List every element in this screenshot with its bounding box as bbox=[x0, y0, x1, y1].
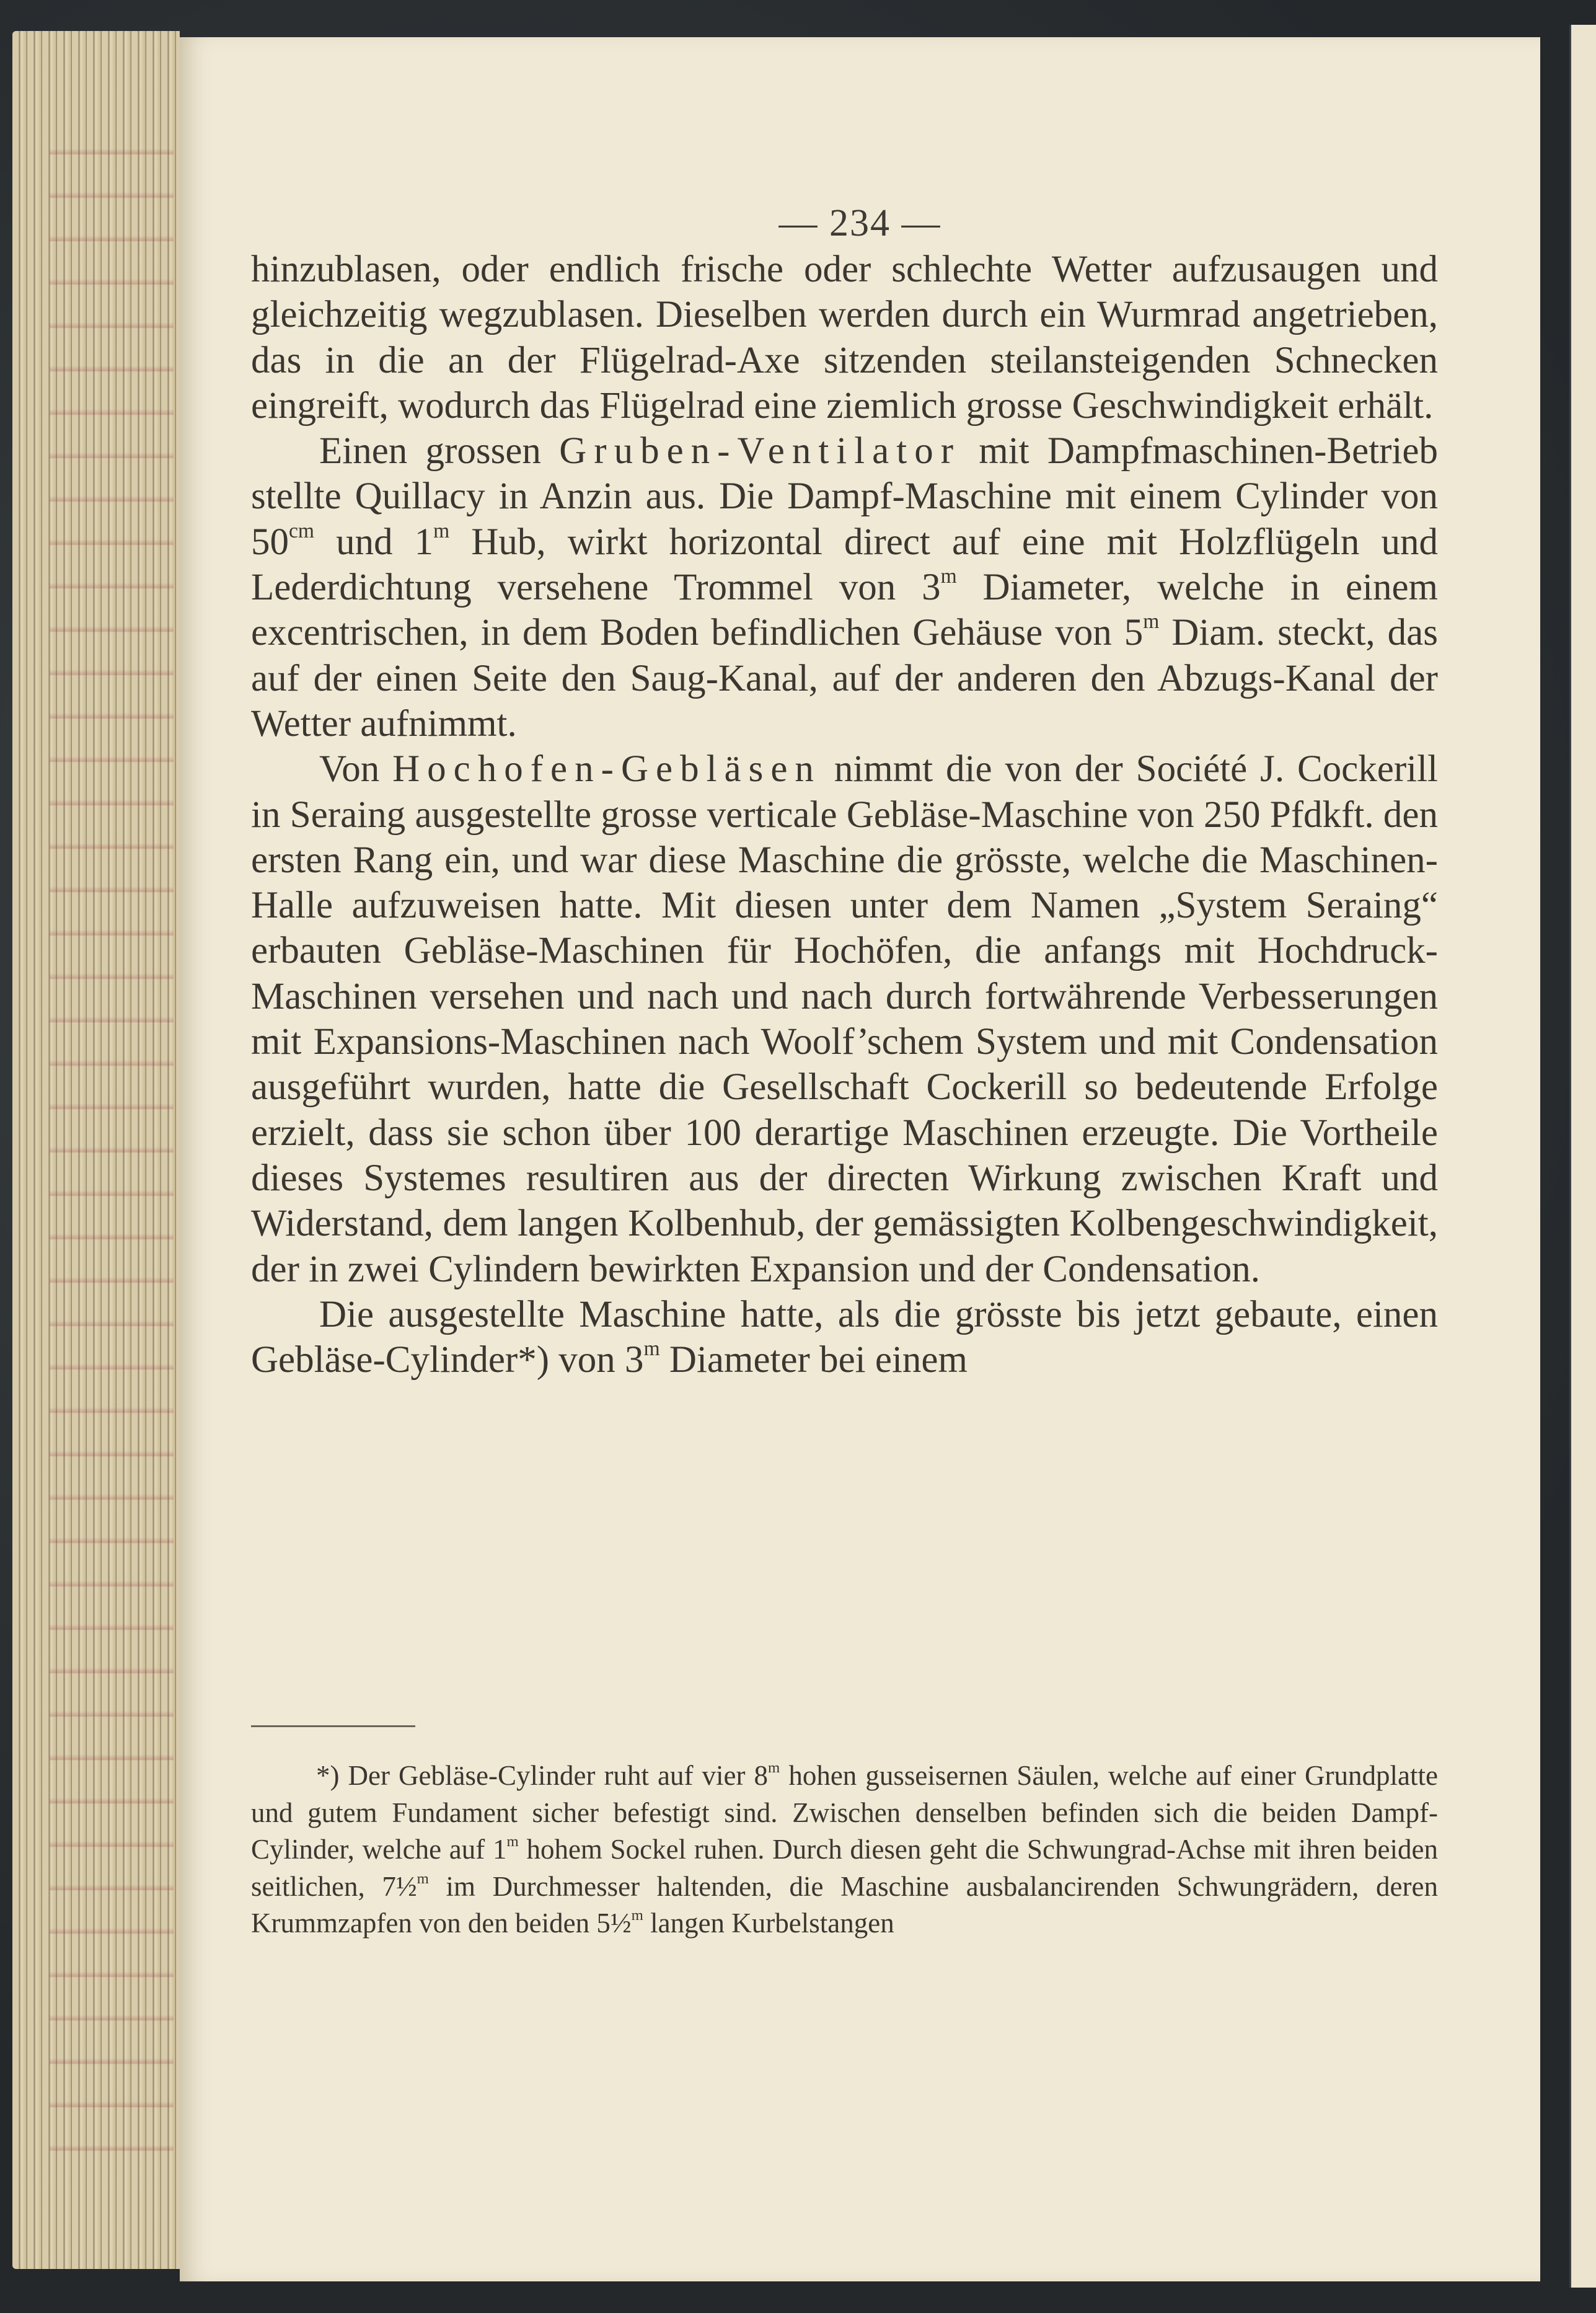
unit-superscript: m bbox=[768, 1759, 780, 1777]
text-run: *) Der Gebläse-Cylinder ruht auf vier 8 bbox=[316, 1760, 769, 1791]
unit-superscript: m bbox=[417, 1870, 429, 1887]
text-run: hinzublasen, oder endlich frische oder schlechte Wetter aufzusaugen und gleichzeitig wegzublasen. Dieselben werden durch ein Wurmrad angetrieben, das in die an der Flügelrad-Axe sitzenden steilansteigenden Schnecken eingreift, wodurch das Flügelrad eine ziemlich grosse Geschwindigkeit erhält. bbox=[251, 249, 1438, 427]
unit-superscript: m bbox=[643, 1337, 660, 1361]
text-run: Einen grossen bbox=[319, 430, 560, 472]
unit-superscript: m bbox=[433, 519, 450, 542]
text-run: Hub, wirkt horizontal direct auf eine mit Holzflügeln und Lederdichtung versehene Trommel von 3 bbox=[251, 521, 1439, 609]
unit-superscript: cm bbox=[289, 519, 314, 542]
text-run: mit Dampfmaschinen-Betrieb stellte Quillacy in Anzin aus. Die Dampf-Maschine mit einem Cylinder von 50 bbox=[251, 430, 1439, 563]
main-text bbox=[251, 247, 1438, 1382]
footnote-rule bbox=[251, 1725, 415, 1727]
paragraph-2 bbox=[251, 428, 1438, 746]
next-page-edge bbox=[1569, 25, 1596, 2288]
unit-superscript: m bbox=[631, 1907, 643, 1924]
unit-superscript: m bbox=[506, 1833, 519, 1851]
text-run: Diam. steckt, das auf der einen Seite den Saug-Kanal, auf der anderen den Abzugs-Kanal der Wetter aufnimmt. bbox=[251, 612, 1438, 745]
footnote bbox=[251, 1758, 1438, 1942]
page-number: — 234 — bbox=[778, 202, 941, 244]
text-run: Diameter, welche in einem excentrischen, in dem Boden befindlichen Gehäuse von 5 bbox=[251, 567, 1438, 654]
paragraph-3 bbox=[251, 746, 1438, 1292]
text-run: nimmt die von der Société J. Cockerill in Seraing ausgestellte grosse verticale Gebläse-Maschine von 250 Pfdkft. den ersten Rang ein, und war diese Maschine die grösste, welche die Maschinen-Halle aufzuweisen hatte. Mit diesen unter dem Namen „System Seraing“ erbauten Gebläse-Maschinen für Hochöfen, die anfangs mit Hochdruck-Maschinen versehen und nach und nach durch fortwährende Verbesserungen mit Expansions-Maschinen nach Woolf’schem System und mit Condensation ausgeführt wurden, hatte die Gesellschaft Cockerill so bedeutende Erfolge erzielt, dass sie schon über 100 derartige Maschinen erzeugte. Die Vortheile dieses Systemes resultiren aus der directen Wirkung zwischen Kraft und Widerstand, dem langen Kolbenhub, der gemässigten Kolbengeschwindigkeit, der in zwei Cylindern bewirkten Expansion und der Condensation. bbox=[251, 748, 1438, 1290]
text-run: Diameter bei einem bbox=[659, 1339, 968, 1381]
unit-superscript: m bbox=[940, 565, 957, 588]
text-run: und 1 bbox=[314, 521, 434, 563]
paragraph-4 bbox=[251, 1292, 1438, 1383]
text-run: Die ausgestellte Maschine hatte, als die grösste bis jetzt gebaute, einen Gebläse-Cylinder*) von 3 bbox=[251, 1293, 1438, 1381]
spaced-term: Gruben-Ventilator bbox=[559, 430, 961, 472]
text-run: Von bbox=[319, 748, 393, 790]
text-run: im Durchmesser haltenden, die Maschine ausbalancirenden Schwungrädern, deren Krummzapfen von den beiden 5½ bbox=[251, 1870, 1438, 1939]
page-edges bbox=[12, 31, 180, 2269]
spaced-term: Hochofen-Gebläsen bbox=[392, 748, 821, 790]
page-edge-stains bbox=[50, 143, 174, 2188]
text-run: hohem Sockel ruhen. Durch diesen geht die Schwungrad-Achse mit ihren beiden seitlichen, 7½ bbox=[251, 1834, 1438, 1902]
unit-superscript: m bbox=[1143, 610, 1160, 634]
text-run: langen Kurbelstangen bbox=[643, 1908, 894, 1939]
paragraph-1 bbox=[251, 247, 1438, 428]
text-run: hohen gusseisernen Säulen, welche auf einer Grundplatte und gutem Fundament sicher befestigt sind. Zwischen denselben befinden sich die beiden Dampf-Cylinder, welche auf 1 bbox=[251, 1760, 1438, 1865]
